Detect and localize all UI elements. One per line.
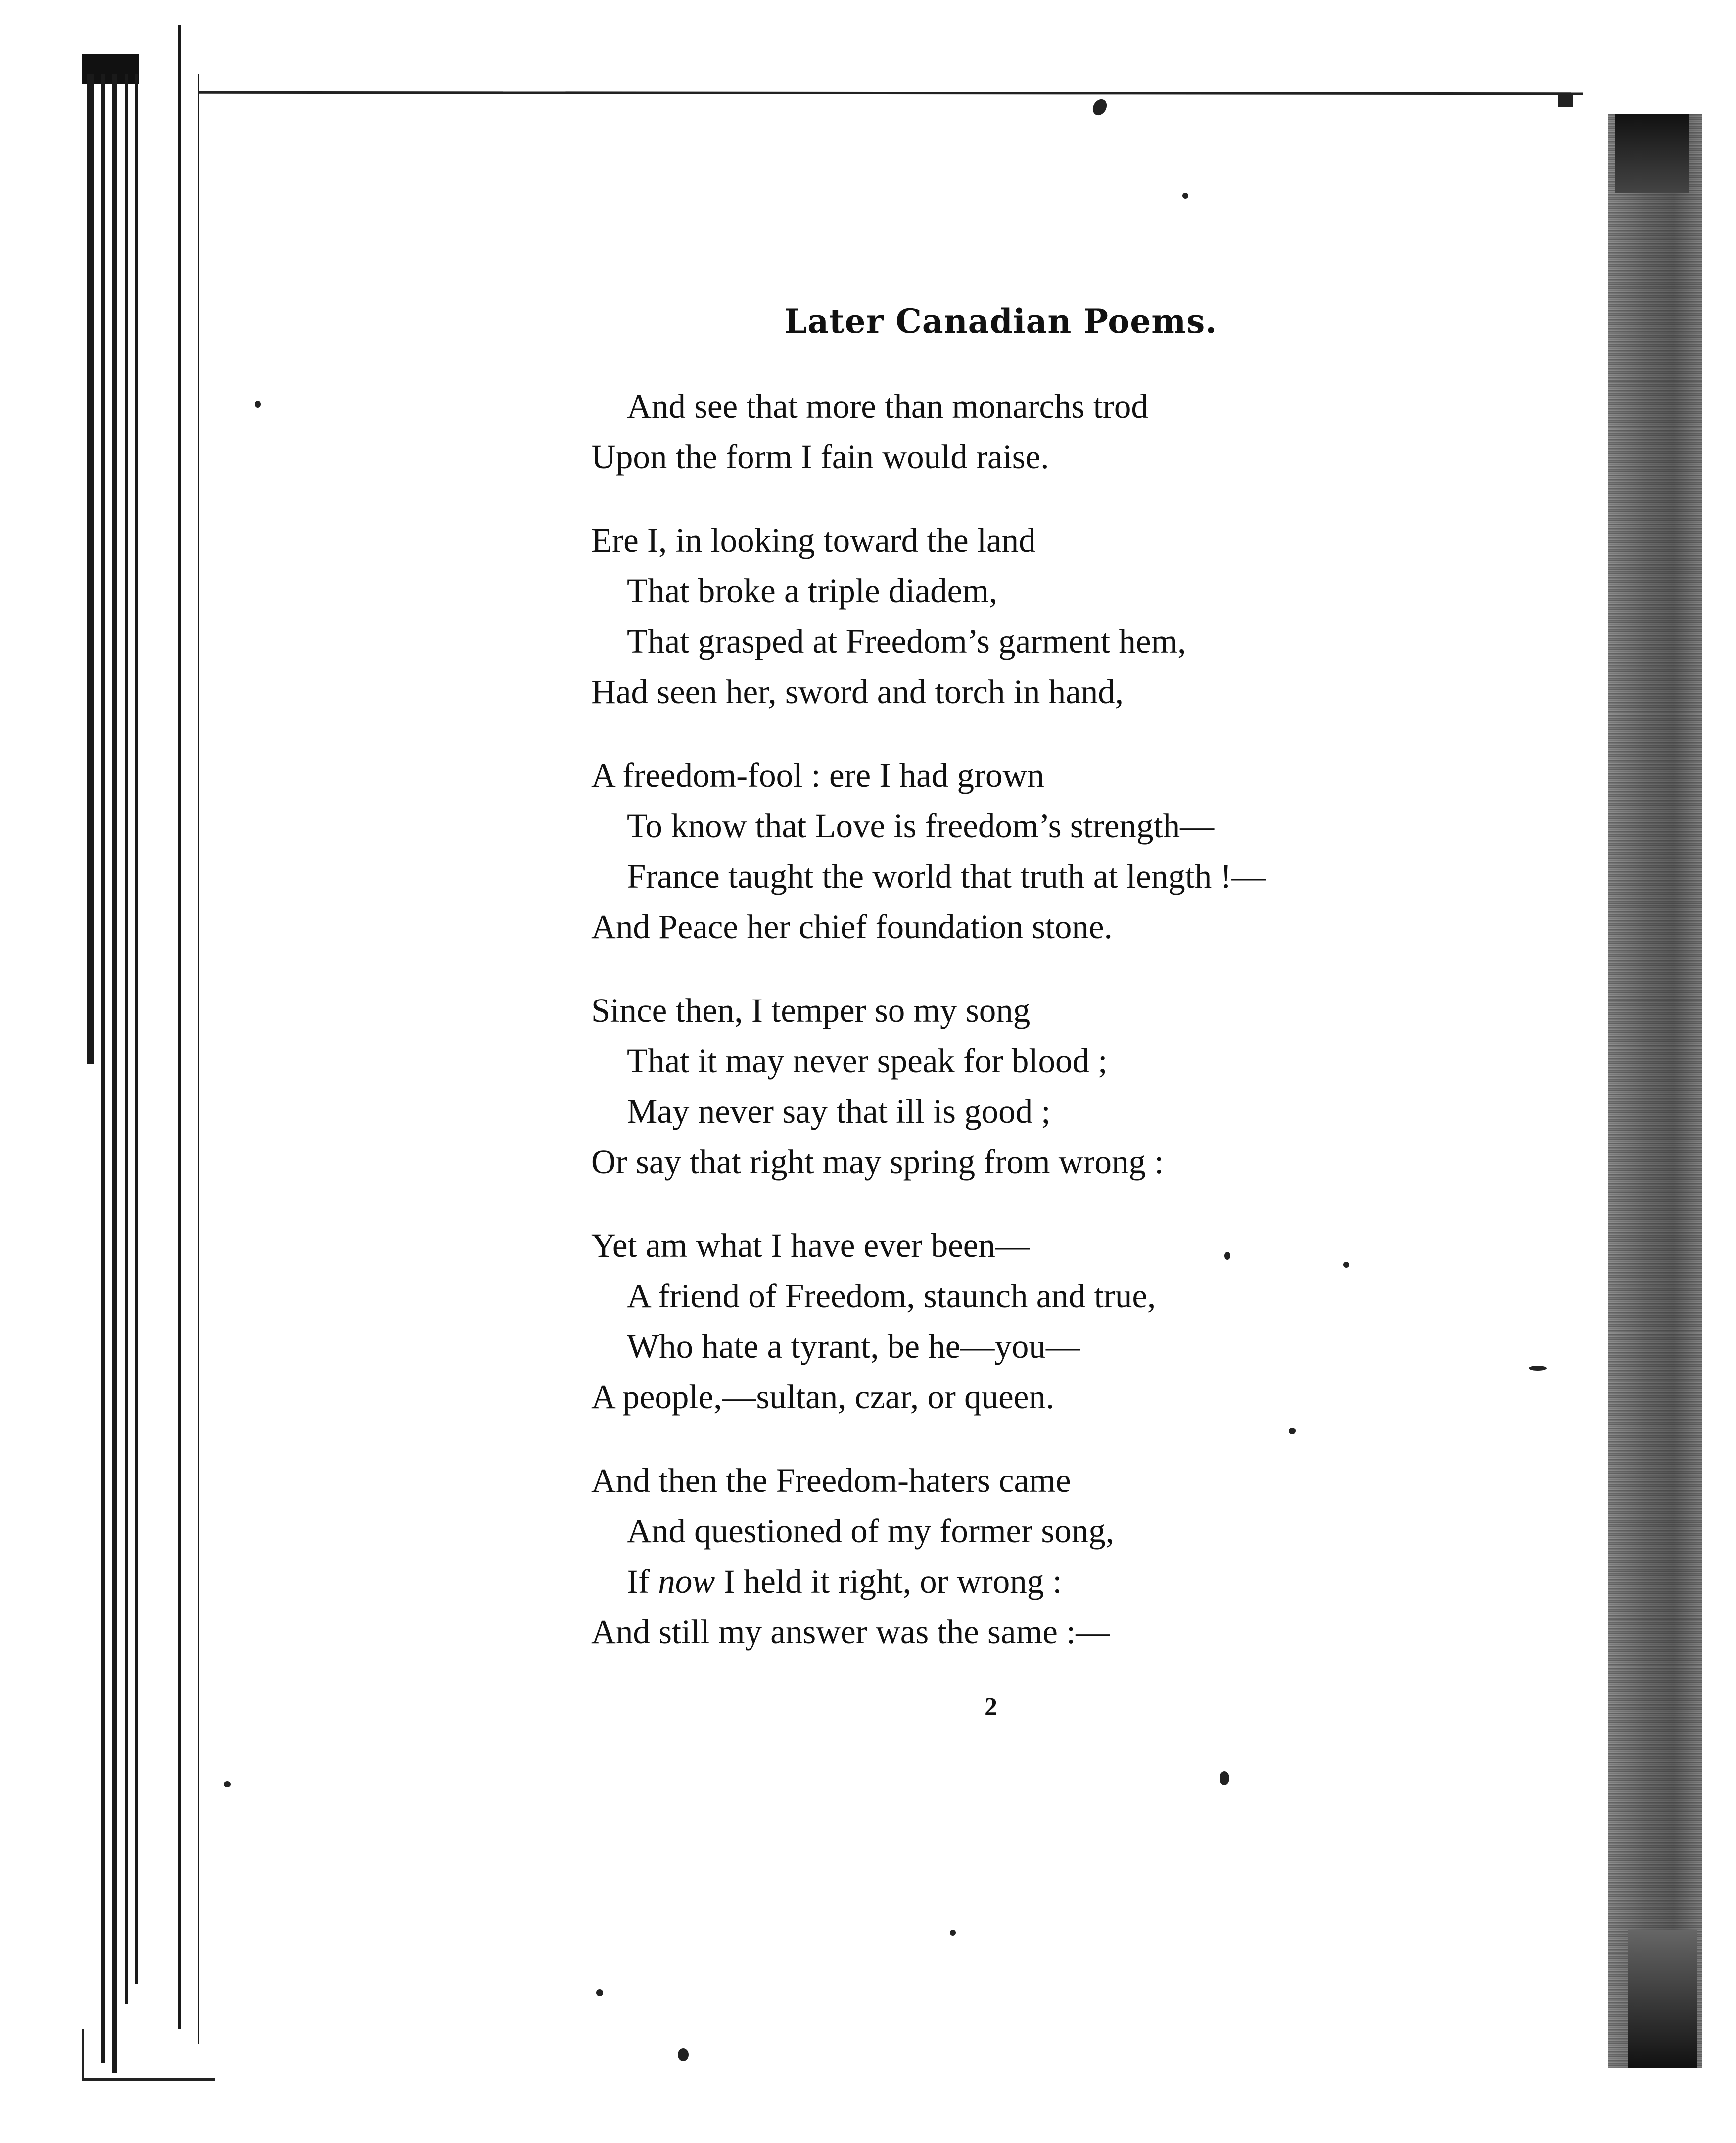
verse-line: And Peace her chief foundation stone. [591,908,1113,946]
verse-line: A people,—sultan, czar, or queen. [591,1378,1055,1416]
verse-line: May never say that ill is good ; [627,1093,1051,1130]
verse-line: Upon the form I fain would raise. [591,438,1049,476]
page-number: 2 [985,1693,997,1721]
gutter-bottom-curve [82,2029,215,2081]
verse-line: And then the Freedom-haters came [591,1462,1071,1499]
verse-line: France taught the world that truth at length !— [627,857,1266,895]
page-right-edge [1608,114,1702,2068]
stanza [591,1220,1408,1422]
verse-line: Since then, I temper so my song [591,992,1031,1029]
poem-body [591,381,1408,1657]
running-head: Later Canadian Poems. [784,302,1218,340]
verse-emphasis: now [658,1563,715,1600]
verse-line: To know that Love is freedom’s strength— [627,807,1215,845]
verse-line: Who hate a tyrant, be he—you— [627,1328,1080,1365]
stanza [591,1455,1408,1657]
stanza [591,515,1408,717]
verse-line: Yet am what I have ever been— [591,1227,1030,1264]
verse-text: I held it right, or wrong : [715,1563,1062,1600]
scan-speck [1090,97,1110,118]
page-right-edge-shadow-bottom [1628,1930,1697,2068]
verse-line [591,1556,1408,1607]
scan-speck [1558,94,1573,107]
stanza [591,985,1408,1187]
scan-speck [596,1989,603,1996]
gutter-line [101,74,105,2063]
book-gutter-edge [82,54,213,2078]
verse-line: Or say that right may spring from wrong : [591,1143,1164,1181]
verse-line: Had seen her, sword and torch in hand, [591,673,1124,711]
gutter-line [125,74,128,2004]
verse-line: That grasped at Freedom’s garment hem, [627,622,1186,660]
stanza [591,381,1408,482]
verse-line: That it may never speak for blood ; [627,1042,1108,1080]
scan-speck [678,2048,689,2061]
verse-line: A freedom-fool : ere I had grown [591,757,1044,794]
gutter-line [87,74,94,1064]
scan-speck [950,1930,956,1936]
gutter-line [178,25,181,2029]
gutter-line [198,74,199,2044]
verse-line: Ere I, in looking toward the land [591,522,1036,559]
scan-speck [1220,1771,1229,1785]
scan-speck [1182,193,1188,199]
verse-text: If [627,1563,658,1600]
scan-speck [1529,1366,1547,1371]
stanza [591,750,1408,952]
verse-line: And still my answer was the same :— [591,1613,1110,1651]
gutter-line [135,74,138,1984]
page-right-edge-shadow-top [1615,114,1689,193]
scan-speck [255,401,261,408]
scan-speck [224,1781,231,1787]
gutter-line [112,74,117,2073]
page-top-edge [198,91,1583,95]
verse-line: And questioned of my former song, [627,1512,1115,1550]
verse-line: That broke a triple diadem, [627,572,998,610]
verse-line: And see that more than monarchs trod [627,387,1148,425]
verse-line: A friend of Freedom, staunch and true, [627,1277,1156,1315]
